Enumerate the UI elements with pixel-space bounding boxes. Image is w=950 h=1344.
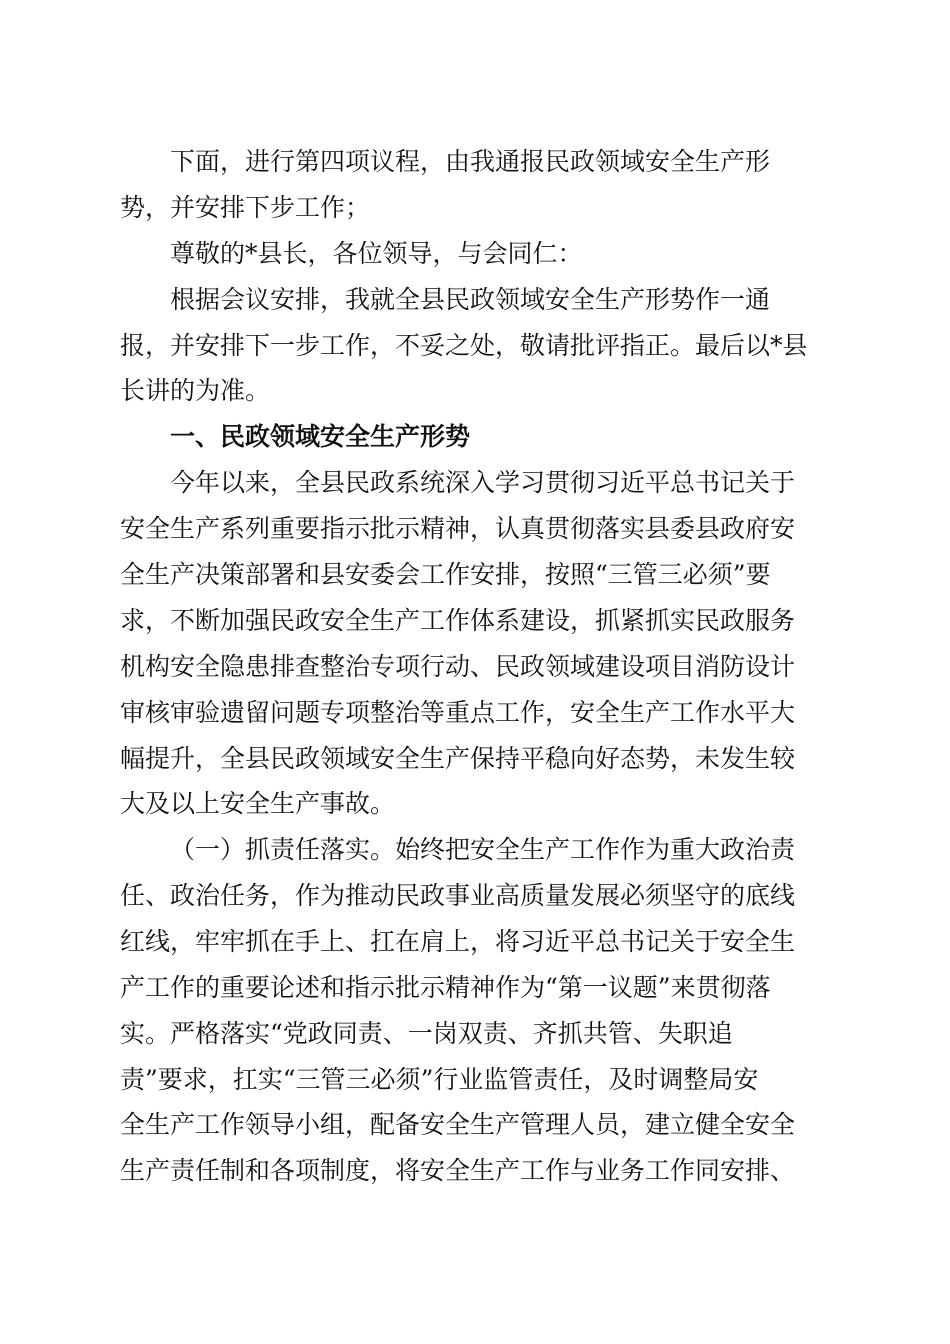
body-text-line: 产工作的重要论述和指示批示精神作为“第一议题”来贯彻落 bbox=[120, 973, 771, 1002]
body-text-line: 安全生产系列重要指示批示精神，认真贯彻落实县委县政府安 bbox=[120, 514, 796, 543]
body-text-line: 红线，牢牢抓在手上、扛在肩上，将习近平总书记关于安全生 bbox=[120, 927, 796, 956]
section-heading: 一、民政领域安全生产形势 bbox=[170, 422, 471, 451]
body-text-line: 生产责任制和各项制度，将安全生产工作与业务工作同安排、 bbox=[120, 1156, 796, 1185]
body-text-line: 实。严格落实“党政同责、一岗双责、齐抓共管、失职追 bbox=[120, 1019, 733, 1048]
body-text-line: 今年以来，全县民政系统深入学习贯彻习近平总书记关于 bbox=[170, 468, 796, 497]
body-text-line: 全生产工作领导小组，配备安全生产管理人员，建立健全安全 bbox=[120, 1110, 796, 1139]
body-text-line: 大及以上安全生产事故。 bbox=[120, 789, 396, 818]
body-text-line: 报，并安排下一步工作，不妥之处，敬请批评指正。最后以*县 bbox=[120, 331, 808, 360]
body-text-line: 任、政治任务，作为推动民政事业高质量发展必须坚守的底线 bbox=[120, 881, 796, 910]
body-text-line: 机构安全隐患排查整治专项行动、民政领域建设项目消防设计 bbox=[120, 652, 796, 681]
body-text-line: 长讲的为准。 bbox=[120, 376, 271, 405]
subsection-line: （一）抓责任落实。始终把安全生产工作作为重大政治责 bbox=[170, 835, 796, 864]
body-text-line: 审核审验遗留问题专项整治等重点工作，安全生产工作水平大 bbox=[120, 698, 796, 727]
body-text-line: 责”要求，扛实“三管三必须”行业监管责任，及时调整局安 bbox=[120, 1065, 759, 1094]
body-text-line: 下面，进行第四项议程，由我通报民政领域安全生产形 bbox=[170, 147, 771, 176]
body-text-line: 势，并安排下步工作； bbox=[120, 193, 371, 222]
body-text-line: 根据会议安排，我就全县民政领域安全生产形势作一通 bbox=[170, 285, 771, 314]
body-text-line: 求，不断加强民政安全生产工作体系建设，抓紧抓实民政服务 bbox=[120, 606, 796, 635]
salutation-line: 尊敬的*县长，各位领导，与会同仁： bbox=[170, 239, 583, 268]
body-text-line: 幅提升，全县民政领域安全生产保持平稳向好态势，未发生较 bbox=[120, 744, 796, 773]
body-text-line: 全生产决策部署和县安委会工作安排，按照“三管三必须”要 bbox=[120, 560, 771, 589]
